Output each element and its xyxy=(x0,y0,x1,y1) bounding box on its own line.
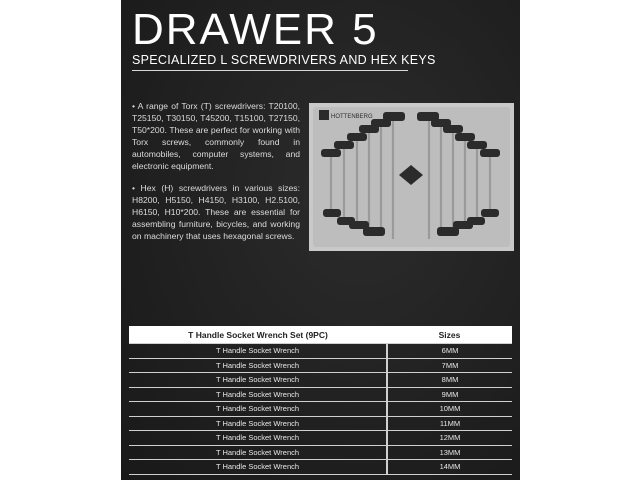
table-row xyxy=(129,460,512,475)
table-row xyxy=(129,344,512,359)
cell-size: 11MM xyxy=(387,416,512,431)
column-header-set: T Handle Socket Wrench Set (9PC) xyxy=(129,326,387,344)
cell-item-name: T Handle Socket Wrench xyxy=(129,373,387,388)
cell-item-name: T Handle Socket Wrench xyxy=(129,460,387,475)
cell-item-name: T Handle Socket Wrench xyxy=(129,387,387,402)
cell-item-name: T Handle Socket Wrench xyxy=(129,402,387,417)
table-row xyxy=(129,431,512,446)
title-divider xyxy=(132,70,408,71)
cell-size: 13MM xyxy=(387,445,512,460)
cell-size: 10MM xyxy=(387,402,512,417)
column-header-sizes: Sizes xyxy=(387,326,512,344)
cell-size: 7MM xyxy=(387,358,512,373)
table-row xyxy=(129,402,512,417)
table-header-row xyxy=(129,326,512,344)
torx-description: • A range of Torx (T) screwdrivers: T20100, T25150, T30150, T45200, T15100, T27150, T50*200. These are perfect for working with Torx screws, commonly found in automobiles, computer systems, and electronic equipment. xyxy=(132,101,300,171)
hex-description: • Hex (H) screwdrivers in various sizes: H8200, H5150, H4150, H3100, H2.5100, H6150, H10*200. These are essential for assembling furniture, bicycles, and working on machinery that uses hexagonal screws. xyxy=(132,183,300,241)
spec-table xyxy=(129,326,512,475)
cell-item-name: T Handle Socket Wrench xyxy=(129,431,387,446)
page-subtitle: SPECIALIZED L SCREWDRIVERS AND HEX KEYS xyxy=(132,53,436,67)
cell-item-name: T Handle Socket Wrench xyxy=(129,416,387,431)
cell-item-name: T Handle Socket Wrench xyxy=(129,344,387,359)
table-row xyxy=(129,358,512,373)
brand-logo-icon xyxy=(319,110,329,120)
cell-size: 8MM xyxy=(387,373,512,388)
cell-size: 12MM xyxy=(387,431,512,446)
cell-size: 6MM xyxy=(387,344,512,359)
product-photo xyxy=(309,103,514,251)
page-title: DRAWER 5 xyxy=(132,5,379,54)
description-text xyxy=(132,100,300,252)
table-row xyxy=(129,416,512,431)
table-row xyxy=(129,445,512,460)
catalog-page xyxy=(121,0,520,480)
cell-size: 14MM xyxy=(387,460,512,475)
brand-label: HOTTENBERG xyxy=(331,114,373,120)
cell-item-name: T Handle Socket Wrench xyxy=(129,358,387,373)
table-row xyxy=(129,373,512,388)
cell-size: 9MM xyxy=(387,387,512,402)
table-row xyxy=(129,387,512,402)
cell-item-name: T Handle Socket Wrench xyxy=(129,445,387,460)
tool-tray-illustration xyxy=(309,103,514,251)
